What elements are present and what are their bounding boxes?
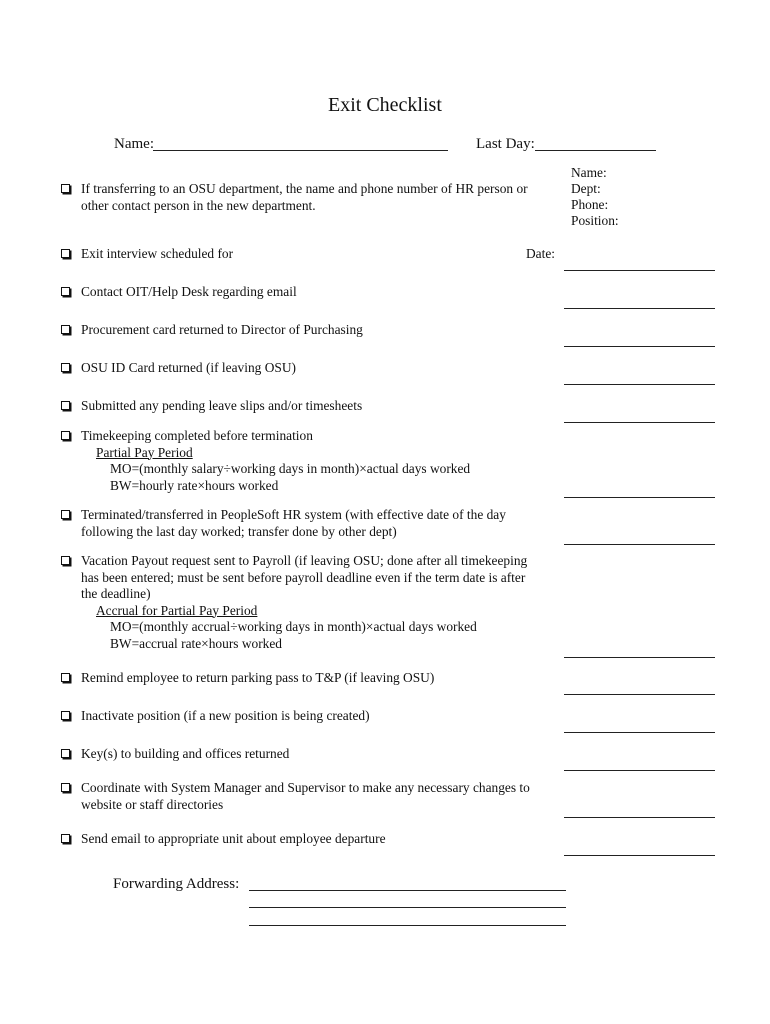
checkbox-icon[interactable]: [61, 287, 70, 296]
item-text-line: the deadline): [81, 586, 151, 601]
checkbox-icon[interactable]: [61, 749, 70, 758]
answer-line[interactable]: [564, 817, 715, 818]
name-field[interactable]: [153, 150, 448, 151]
formula-line: BW=accrual rate×hours worked: [110, 635, 282, 651]
contact-position-label: Position:: [571, 213, 619, 228]
checkbox-icon[interactable]: [61, 249, 70, 258]
last-day-field[interactable]: [535, 150, 656, 151]
answer-line[interactable]: [564, 384, 715, 385]
item-text-line: Terminated/transferred in PeopleSoft HR system (with effective date of the day: [81, 507, 506, 522]
checkbox-icon[interactable]: [61, 783, 70, 792]
answer-line[interactable]: [564, 855, 715, 856]
answer-line[interactable]: [564, 544, 715, 545]
item-text-line: Send email to appropriate unit about employee departure: [81, 831, 386, 846]
page-title: Exit Checklist: [328, 94, 442, 116]
list-item: [81, 831, 386, 848]
checkbox-icon[interactable]: [61, 325, 70, 334]
formula-line: BW=hourly rate×hours worked: [110, 477, 279, 493]
list-item: [81, 708, 370, 725]
item-text-line: Procurement card returned to Director of Purchasing: [81, 322, 363, 337]
item-text-line: Remind employee to return parking pass to T&P (if leaving OSU): [81, 670, 435, 685]
checkbox-icon[interactable]: [61, 711, 70, 720]
item-text-line: Submitted any pending leave slips and/or timesheets: [81, 398, 363, 413]
checkbox-icon[interactable]: [61, 184, 70, 193]
contact-name-label: Name:: [571, 165, 607, 180]
item-text-line: Inactivate position (if a new position is being created): [81, 708, 370, 723]
item-text-line: Timekeeping completed before termination: [81, 428, 313, 443]
item-text-line: Key(s) to building and offices returned: [81, 746, 290, 761]
answer-line[interactable]: [564, 270, 715, 271]
name-label: Name:: [114, 136, 154, 152]
answer-line[interactable]: [564, 346, 715, 347]
list-item: [81, 322, 363, 339]
contact-dept-label: Dept:: [571, 181, 601, 196]
item-text-line: has been entered; must be sent before payroll deadline even if the term date is after: [81, 569, 526, 585]
item-text-line: other contact person in the new department.: [81, 197, 316, 213]
forwarding-address-line-3[interactable]: [249, 925, 566, 926]
forwarding-address-line-2[interactable]: [249, 907, 566, 908]
item-text-line: If transferring to an OSU department, the name and phone number of HR person or: [81, 181, 528, 196]
list-item: [81, 398, 362, 415]
forwarding-address-label: Forwarding Address:: [113, 876, 240, 892]
answer-line[interactable]: [564, 694, 715, 695]
list-item: [81, 246, 233, 263]
list-item: [81, 553, 527, 652]
item-text-line: Exit interview scheduled for: [81, 246, 234, 261]
answer-line[interactable]: [564, 497, 715, 498]
list-item: [81, 780, 530, 813]
list-item: [81, 360, 296, 377]
item-text-line: Vacation Payout request sent to Payroll (if leaving OSU; done after all timekeeping: [81, 553, 528, 568]
item-text-line: OSU ID Card returned (if leaving OSU): [81, 360, 296, 375]
item-text-line: Coordinate with System Manager and Supervisor to make any necessary changes to: [81, 780, 530, 795]
answer-line[interactable]: [564, 732, 715, 733]
contact-phone-label: Phone:: [571, 197, 609, 212]
checkbox-icon[interactable]: [61, 556, 70, 565]
sub-heading: Partial Pay Period: [96, 444, 193, 460]
checkbox-icon[interactable]: [61, 834, 70, 843]
formula-line: MO=(monthly salary÷working days in month)×actual days worked: [110, 461, 471, 476]
list-item: [81, 284, 297, 301]
list-item: [81, 507, 506, 540]
list-item: [81, 670, 434, 687]
answer-line[interactable]: [564, 308, 715, 309]
list-item: [81, 746, 289, 763]
formula-line: MO=(monthly accrual÷working days in month)×actual days worked: [110, 619, 477, 634]
checkbox-icon[interactable]: [61, 363, 70, 372]
forwarding-address-line-1[interactable]: [249, 890, 566, 891]
date-label: Date:: [526, 246, 555, 261]
checkbox-icon[interactable]: [61, 401, 70, 410]
sub-heading: Accrual for Partial Pay Period: [96, 602, 258, 618]
checkbox-icon[interactable]: [61, 673, 70, 682]
item-text-line: following the last day worked; transfer done by other dept): [81, 523, 397, 539]
answer-line[interactable]: [564, 422, 715, 423]
answer-line[interactable]: [564, 657, 715, 658]
checkbox-icon[interactable]: [61, 510, 70, 519]
item-text-line: Contact OIT/Help Desk regarding email: [81, 284, 297, 299]
list-item: [81, 428, 470, 494]
list-item: [81, 181, 528, 214]
answer-line[interactable]: [564, 770, 715, 771]
item-text-line: website or staff directories: [81, 796, 224, 812]
checkbox-icon[interactable]: [61, 431, 70, 440]
last-day-label: Last Day:: [476, 136, 535, 152]
